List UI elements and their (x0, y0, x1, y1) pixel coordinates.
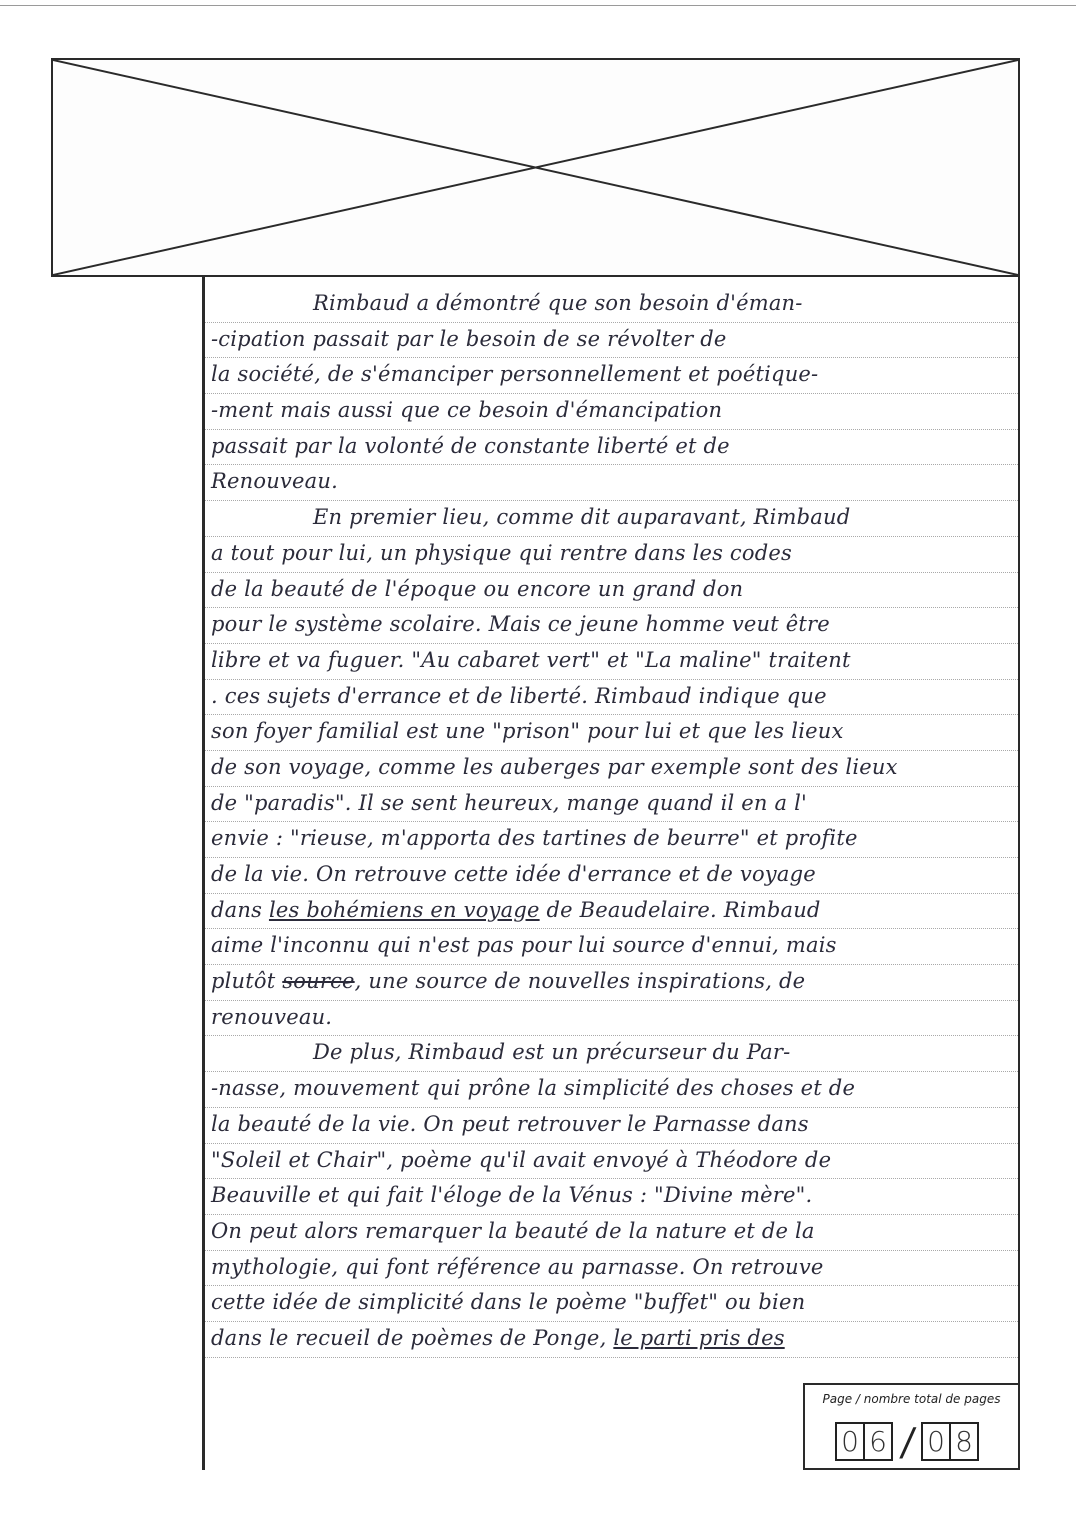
text-line (205, 465, 1018, 501)
text-line (205, 1108, 1018, 1144)
text-segment: cette idée de simplicité dans le poème "buffet" ou bien (211, 1290, 806, 1315)
text-segment: -cipation passait par le besoin de se révolter de (211, 326, 727, 351)
handwritten-text-body (205, 287, 1018, 1358)
text-line (205, 680, 1018, 716)
text-segment: de Beaudelaire. Rimbaud (539, 897, 821, 922)
crossed-out-header-box (51, 58, 1020, 277)
underlined-title: le parti pris des (613, 1325, 785, 1350)
text-segment: On peut alors remarquer la beauté de la nature et de la (211, 1218, 815, 1243)
text-line (205, 715, 1018, 751)
text-segment: de son voyage, comme les auberges par exemple sont des lieux (211, 754, 898, 779)
text-segment: -ment mais aussi que ce besoin d'émancipation (211, 398, 723, 423)
text-line (205, 1144, 1018, 1180)
text-segment: de "paradis". Il se sent heureux, mange quand il en a l' (211, 790, 808, 815)
text-line (205, 1286, 1018, 1322)
text-line (205, 608, 1018, 644)
text-segment: renouveau. (211, 1004, 333, 1029)
cross-lines-icon (53, 60, 1018, 275)
text-line (205, 358, 1018, 394)
text-segment: dans (211, 897, 269, 922)
total-pages-digit-1: 0 (921, 1422, 951, 1461)
text-line (205, 751, 1018, 787)
text-segment: . ces sujets d'errance et de liberté. Rimbaud indique que (211, 683, 827, 708)
text-line (205, 501, 1018, 537)
text-segment: passait par la volonté de constante liberté et de (211, 433, 730, 458)
text-segment: envie : "rieuse, m'apporta des tartines de beurre" et profite (211, 826, 858, 851)
text-segment: plutôt (211, 969, 283, 994)
text-segment: dans le recueil de poèmes de Ponge, (211, 1325, 614, 1350)
text-segment: Renouveau. (211, 469, 338, 494)
text-segment: a tout pour lui, un physique qui rentre dans les codes (211, 540, 792, 565)
text-line (205, 644, 1018, 680)
page-separator: / (898, 1419, 918, 1464)
top-page-rule (0, 5, 1076, 6)
right-page-border (1018, 277, 1020, 1384)
text-line (205, 1001, 1018, 1037)
text-segment: En premier lieu, comme dit auparavant, Rimbaud (313, 505, 851, 530)
text-line (205, 1322, 1018, 1358)
text-line (205, 287, 1018, 323)
page-counter-label: Page / nombre total de pages (822, 1392, 1001, 1406)
text-segment: -nasse, mouvement qui prône la simplicité des choses et de (211, 1076, 856, 1101)
text-line (205, 787, 1018, 823)
text-line (205, 573, 1018, 609)
text-line (205, 1215, 1018, 1251)
current-page-digit-1: 0 (835, 1422, 865, 1461)
text-line (205, 929, 1018, 965)
text-line (205, 323, 1018, 359)
text-segment: Beauville et qui fait l'éloge de la Vénus : "Divine mère". (211, 1183, 813, 1208)
text-line (205, 1036, 1018, 1072)
text-segment: son foyer familial est une "prison" pour lui et que les lieux (211, 719, 844, 744)
text-segment: la beauté de la vie. On peut retrouver le Parnasse dans (211, 1111, 809, 1136)
text-segment: pour le système scolaire. Mais ce jeune homme veut être (211, 612, 830, 637)
current-page-digit-2: 6 (863, 1422, 893, 1461)
text-segment: la société, de s'émanciper personnellement et poétique- (211, 362, 819, 387)
text-line (205, 1179, 1018, 1215)
text-segment: aime l'inconnu qui n'est pas pour lui source d'ennui, mais (211, 933, 837, 958)
text-line (205, 1251, 1018, 1287)
text-line (205, 965, 1018, 1001)
text-line (205, 430, 1018, 466)
text-segment: Rimbaud a démontré que son besoin d'éman- (313, 291, 803, 315)
text-segment: libre et va fuguer. "Au cabaret vert" et "La maline" traitent (211, 647, 851, 672)
page-counter-box (803, 1383, 1020, 1470)
text-line (205, 394, 1018, 430)
text-segment: "Soleil et Chair", poème qu'il avait envoyé à Théodore de (211, 1147, 832, 1172)
text-segment: de la vie. On retrouve cette idée d'errance et de voyage (211, 862, 816, 886)
underlined-title: les bohémiens en voyage (268, 897, 540, 922)
text-line (205, 858, 1018, 894)
total-pages-digit-2: 8 (949, 1422, 979, 1461)
text-line (205, 537, 1018, 573)
struck-out-word: source (282, 969, 355, 994)
page-counter-digits (835, 1421, 979, 1462)
text-segment: mythologie, qui font référence au parnasse. On retrouve (211, 1254, 824, 1279)
text-line (205, 822, 1018, 858)
text-segment: de la beauté de l'époque ou encore un grand don (211, 576, 744, 601)
text-segment: De plus, Rimbaud est un précurseur du Par- (313, 1040, 791, 1065)
text-line (205, 894, 1018, 930)
text-segment: , une source de nouvelles inspirations, de (354, 969, 806, 994)
text-line (205, 1072, 1018, 1108)
